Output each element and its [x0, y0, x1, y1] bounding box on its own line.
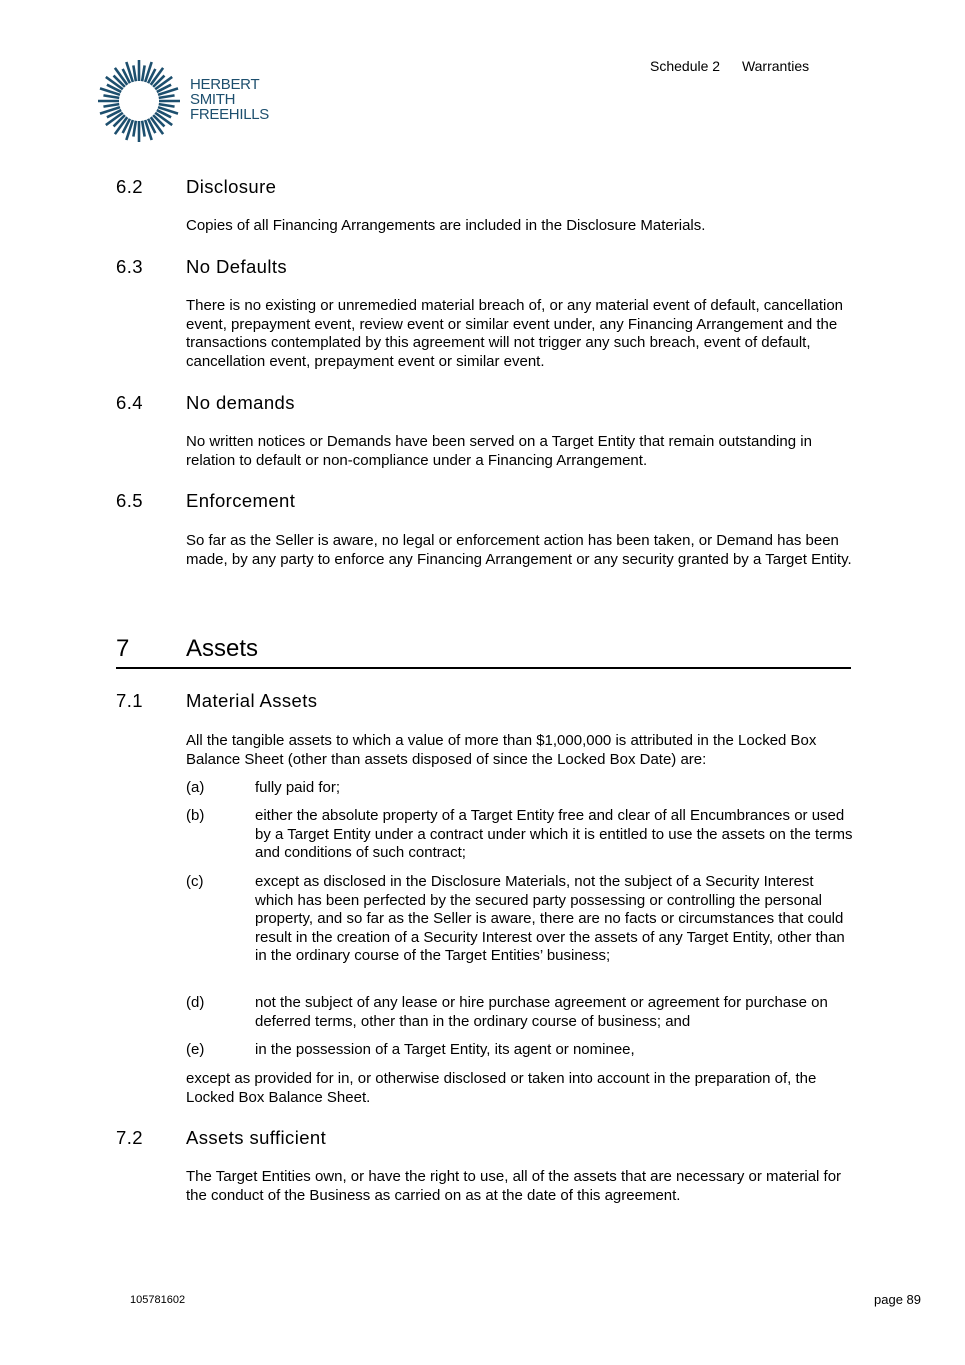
logo-ray — [142, 121, 145, 137]
logo — [97, 59, 277, 145]
logo-ray — [159, 95, 175, 98]
paragraph: The Target Entities own, or have the right to use, all of the assets that are necessary or material for the conduct of the Business as carried on as at the date of this agreement. — [186, 1168, 842, 1204]
logo-wordmark: HERBERT SMITH FREEHILLS — [190, 76, 269, 123]
logo-ray — [133, 65, 136, 81]
paragraph: Copies of all Financing Arrangements are included in the Disclosure Materials. — [186, 217, 706, 234]
list-item: (a) fully paid for; — [186, 779, 341, 796]
list-item: (e) in the possession of a Target Entity, its agent or nominee, — [186, 1041, 635, 1058]
schedule-title: Warranties — [741, 58, 810, 74]
list-item: (b) either the absolute property of a Target Entity free and clear of all Encumbrances or used by a Target Entity under a contract under which it is entitled to use the assets on the terms and conditions of such contract; — [186, 807, 853, 862]
footer-page-number: page 89 — [874, 1292, 921, 1307]
paragraph: All the tangible assets to which a value of more than $1,000,000 is attributed in the Locked Box Balance Sheet (other than assets disposed of since the Locked Box Date) are: — [186, 732, 817, 768]
running-header — [650, 58, 809, 74]
paragraph: except as provided for in, or otherwise disclosed or taken into account in the preparation of, the Locked Box Balance Sheet. — [186, 1070, 817, 1106]
logo-ray — [142, 65, 145, 81]
logo-ray — [133, 121, 136, 137]
section-rule — [116, 667, 851, 669]
footer-doc-id: 105781602 — [130, 1294, 186, 1306]
list-item: (d) not the subject of any lease or hire purchase agreement or agreement for purchase on deferred terms, other than in the ordinary course of business; and — [186, 994, 828, 1030]
list-item: (c) except as disclosed in the Disclosure Materials, not the subject of a Security Interest which has been perfected by the secured party possessing or controlling the personal property, and so far as the Seller is aware, there are no facts or circumstances that could result in the creation of a Security Interest over the assets of any Target Entity, other than in the ordinary course of the Target Entities’ business; — [186, 873, 845, 965]
logo-ray — [159, 104, 175, 107]
paragraph: No written notices or Demands have been served on a Target Entity that remain outstanding in relation to default or non-compliance under a Financing Arrangement. — [186, 433, 812, 469]
logo-ray — [103, 95, 119, 98]
schedule-label: Schedule 2 — [650, 58, 721, 74]
logo-sunburst-icon — [97, 59, 181, 143]
paragraph: So far as the Seller is aware, no legal or enforcement action has been taken, or Demand has been made, by any party to enforce any Financing Arrangement or any security granted by a Target Entity. — [186, 532, 852, 568]
paragraph: There is no existing or unremedied material breach of, or any material event of default, cancellation event, prepayment event, review event or similar event under, any Financing Arrangement and the transactions contemplated by this agreement will not trigger any such breach, event of default, cancellation event, prepayment event or similar event. — [186, 297, 844, 370]
logo-ray — [103, 104, 119, 107]
document-page: HERBERT SMITH FREEHILLS Schedule 2 Warranties 6.2 Disclosure Copies of all Financing Arrangements are included in the Disclosure Materials. 6.3 No Defaults There is no existing or unremedied material breach of, or any material event of default, cancellation event, prepayment event, review event or similar event under, any Financing Arrangement and the transactions contemplated by this agreement will not trigger any such breach, event of default, cancellation event, prepayment event or similar event. 6.4 No demands No written notices or Demands have been served on a Target Entity that remain outstanding in relation to default or non-compliance under a Financing Arrangement. 6.5 Enforcement So far as the Seller is aware, no legal or enforcement action has been taken, or Demand has been made, by any party to enforce any Financing Arrangement or any security granted by a Target Entity. 7 Assets 7.1 Material Assets All the tangible assets to which a value of more than $1,000,000 is attributed in the Locked Box Balance Sheet (other than assets disposed of since the Locked Box Date) are: (a) fully paid for; (b) either the absolute property of a Target Entity free and clear of all Encumbrances or used by a Target Entity under a contract under which it is entitled to use the assets on the terms and conditions of such contract; (c) except as disclosed in the Disclosure Materials, not the subject of a Security Interest which has been perfected by the secured party possessing or controlling the personal property, and so far as the Seller is aware, there are no facts or circumstances that could result in the creation of a Security Interest over the assets of any Target Entity, other than in the ordinary course of the Target Entities’ business; (d) not the subject of any lease or hire purchase agreement or agreement for purchase on deferred terms, other than in the ordinary course of business; and (e) in the possession of a Target Entity, its agent or nominee, except as provided for in, or otherwise disclosed or taken into account in the preparation of, the Locked Box Balance Sheet. 7.2 Assets sufficient The Target Entities own, or have the right to use, all of the assets that are necessary or material for the conduct of the Business as carried on as at the date of this agreement. 105781602 page 89 — [0, 0, 965, 1365]
